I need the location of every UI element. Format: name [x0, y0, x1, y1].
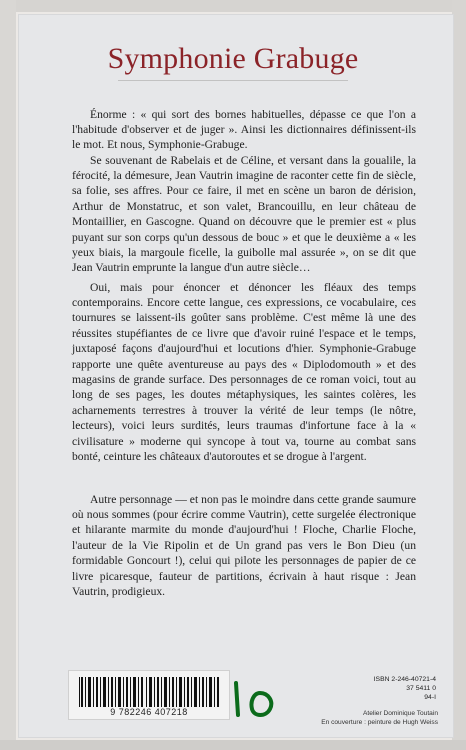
cover-left-edge [0, 0, 16, 750]
barcode-number: 9 782246 407218 [110, 707, 188, 717]
title-rule [118, 80, 348, 81]
credits-line-2: En couverture : peinture de Hugh Weiss [321, 719, 438, 726]
cover-right-edge [452, 0, 466, 750]
cover-credits [268, 709, 438, 727]
paragraph-1-text: Énorme : « qui sort des bornes habituelles, dépasse ce que l'on a l'habitude d'observer et de juger ». Ainsi les dictionnaires définissent-ils le mot. Et nous, Symphonie-Grabuge. [72, 107, 416, 152]
barcode-bars [77, 677, 221, 707]
paragraph-2-text: Se souvenant de Rabelais et de Céline, et versant dans la goualile, la férocité, la démesure, Jean Vautrin imagine de raconter cette fin de siècle, sa folie, ses affres. Pour ce faire, il met en scène un baron de dérision, Arthur de Monstatruc, et son valet, Brancouillu, en leur château de Montaillier, en Gascogne. Quand on découvre que le premier est « plus puyant sur son corps qu'un dessous de bouc » et que le deuxième a « les yeux biais, la margoule ficelle, la guibolle mal assurée », on se dit que Jean Vautrin emprunte la langue d'un autre siècle… [72, 153, 416, 275]
cover-top-edge [0, 0, 466, 12]
paragraph-2 [72, 141, 416, 287]
cover-bottom-edge [0, 740, 466, 750]
barcode [68, 670, 230, 720]
paragraph-4-text: Autre personnage — et non pas le moindre dans cette grande saumure où nous sommes (pour écrire comme Vautrin), cette surgelée électronique et hilarante marmite du monde d'aujourd'hui ! Floche, Charlie Floche, l'auteur de la Vie Ripolin et de Un grand pas vers le Bon Dieu (un formidable Goncourt !), celui qui pilote les personnages de papier de ce livre picaresque, fauteur de partitions, écrivain à haut risque : Jean Vautrin, prodigieux. [72, 492, 416, 599]
isbn-line-2: 37 5411 0 [406, 685, 436, 692]
isbn-line-3: 94-I [424, 694, 436, 701]
book-title: Symphonie Grabuge [107, 42, 359, 75]
paragraph-3 [72, 268, 416, 476]
paragraph-3-text: Oui, mais pour énoncer et dénoncer les fléaux des temps contemporains. Encore cette langue, ces expressions, ce vocabulaire, ces tournures se laissent-ils goûter sans problème. C'est même là une des réussites stupéfiantes de ce livre que d'avoir ruiné l'espace et le temps, juxtaposé façons d'aujourd'hui et locutions d'hier. Symphonie-Grabuge rapporte une quête aventureuse au pays des « Diplodomouth » et des magasins de grande surface. Des personnages de ce roman voici, tout au long de ses pages, les doutes métaphysiques, les saintes colères, les acharnements terrestres à trouver la vérité de leur temps (le nôtre, lecteurs), voici leurs surdités, leurs traumas d'infortune face à la « civilisature » moderne qui syncope à tout va, tourne au combat sans bonté, ceinture les châteaux d'autoroutes et se drogue à l'argent. [72, 280, 416, 464]
paragraph-4 [72, 480, 416, 611]
credits-line-1: Atelier Dominique Toutain [362, 710, 438, 717]
isbn-line-1: ISBN 2-246-40721-4 [373, 676, 436, 683]
isbn-block [296, 675, 436, 702]
